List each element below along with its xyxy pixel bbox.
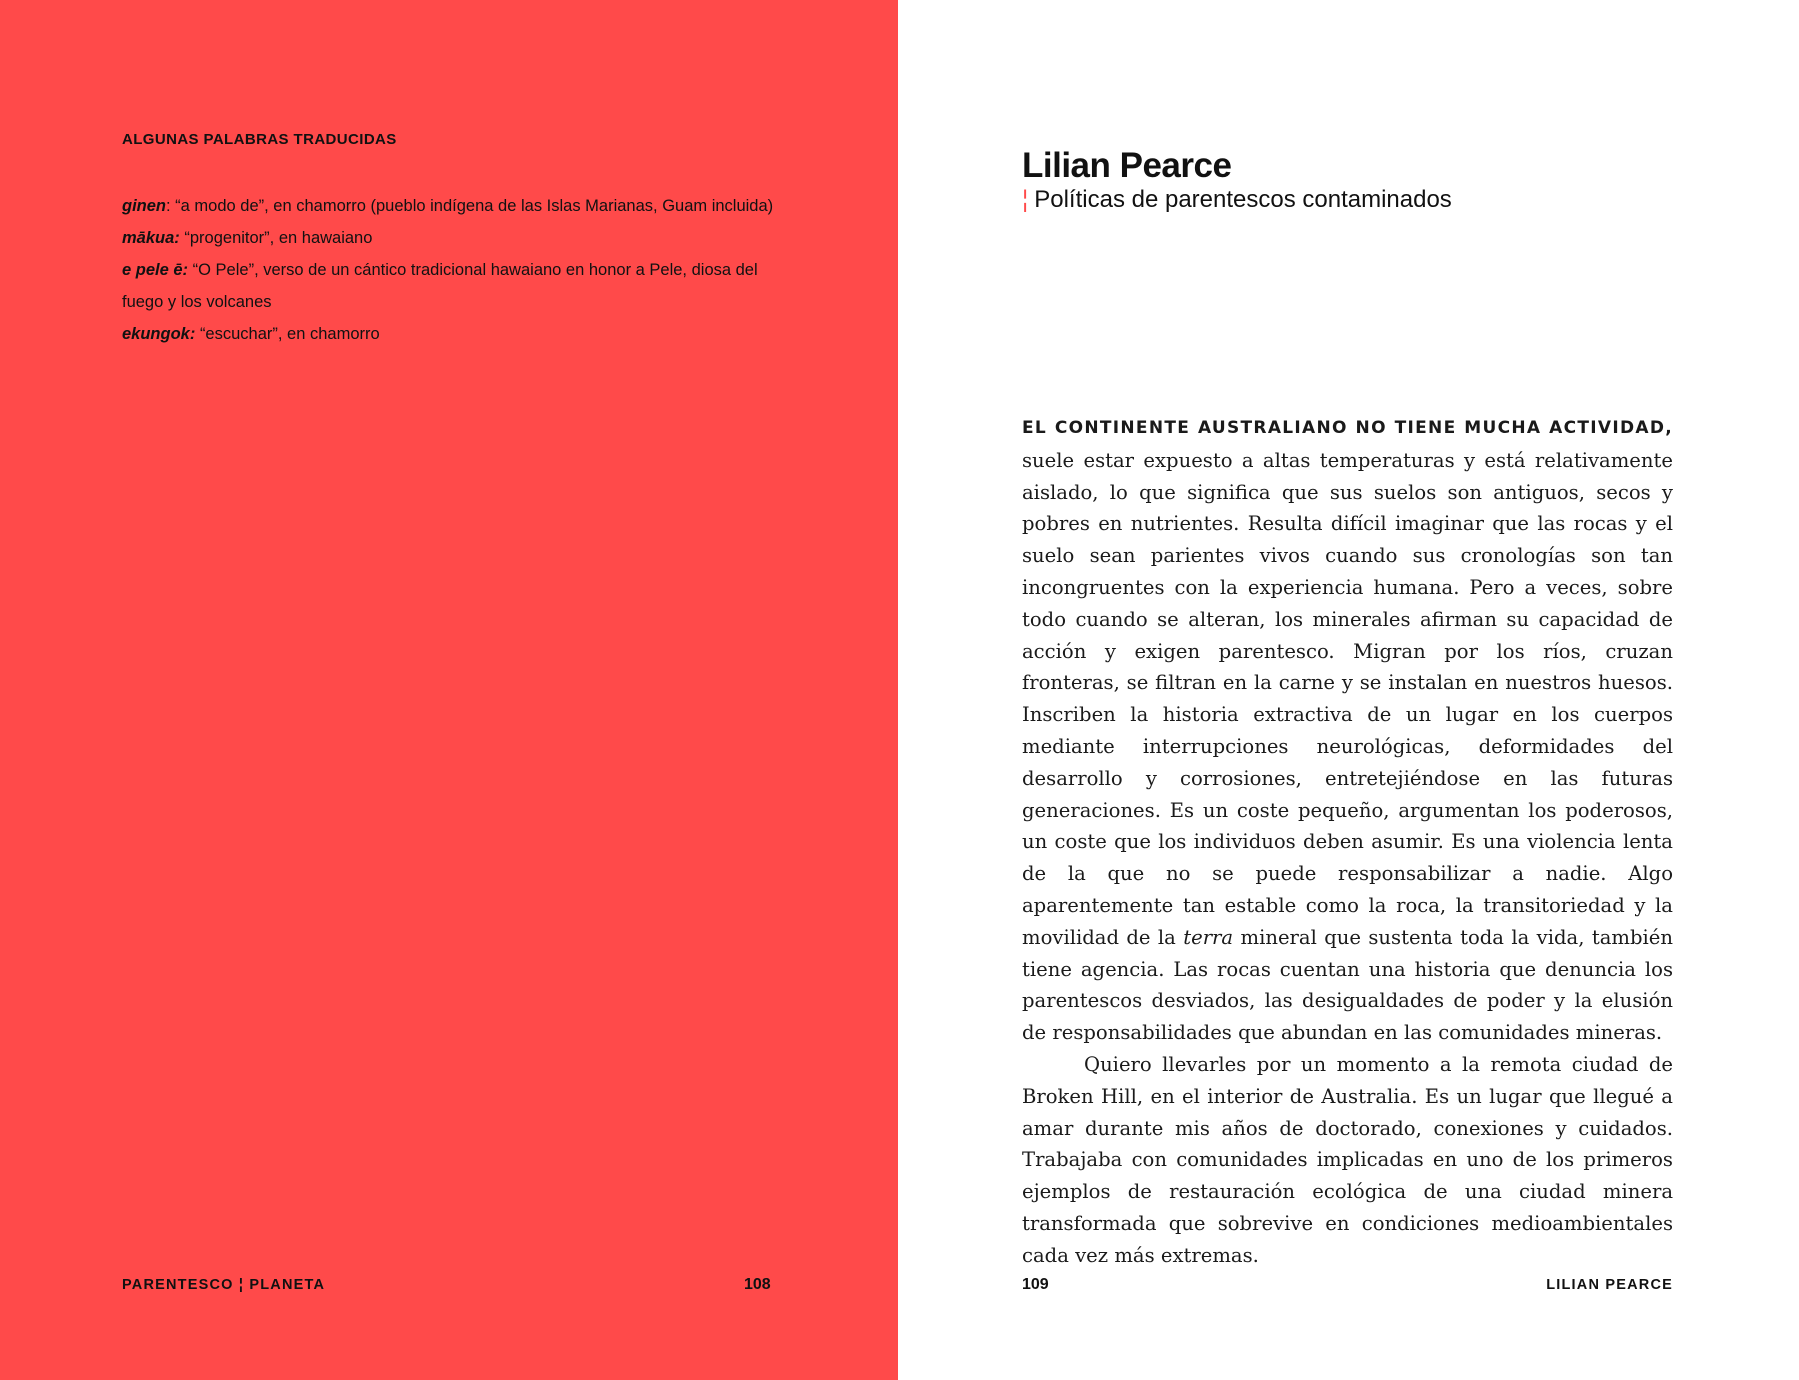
- paragraph: Quiero llevarles por un momento a la remota ciudad de Broken Hill, en el interior de Australia. Es un lugar que llegué a amar durante mis años de doctorado, conexiones y cuidados. Trabajaba con comunidades implicadas en uno de los primeros ejemplos de restauración ecológica de una ciudad minera transformada que sobrevive en condiciones medioambientales cada vez más extremas.: [1022, 1052, 1673, 1267]
- section-heading: ALGUNAS PALABRAS TRADUCIDAS: [122, 131, 397, 148]
- glossary-definition: “escuchar”, en chamorro: [199, 325, 380, 343]
- glossary-definition: “a modo de”, en chamorro (pueblo indígena de las Islas Marianas, Guam incluida): [175, 197, 774, 215]
- body-text: [1022, 411, 1673, 1272]
- italic-word: terra: [1183, 925, 1234, 949]
- glossary-definition: “O Pele”, verso de un cántico tradicional hawaiano en honor a Pele, diosa del fuego y los volcanes: [122, 261, 758, 311]
- author-name: Lilian Pearce: [1022, 146, 1232, 185]
- glossary-term: ekungok:: [122, 325, 196, 343]
- glossary-term: mākua:: [122, 229, 180, 247]
- lead-in: EL CONTINENTE AUSTRALIANO NO TIENE MUCHA ACTIVIDAD,: [1022, 418, 1673, 438]
- glossary-entry: [122, 318, 782, 350]
- right-page: [898, 0, 1799, 1380]
- paragraph-text: suele estar expuesto a altas temperaturas y está relativamente aislado, lo que significa que sus suelos son antiguos, secos y pobres en nutrientes. Resulta difícil imaginar que las rocas y el suelo sean parientes vivos cuando sus cronologías son tan incongruentes con la experiencia humana. Pero a veces, sobre todo cuando se alteran, los minerales afirman su capacidad de acción y exigen parentesco. Migran por los ríos, cruzan fronteras, se filtran en la carne y se instalan en nuestros huesos. Inscriben la historia extractiva de un lugar en los cuerpos mediante interrupciones neurológicas, deformidades del desarrollo y corrosiones, entretejiéndose en las futuras generaciones. Es un coste pequeño, argumentan los poderosos, un coste que los individuos deben asumir. Es una violencia lenta de la que no se puede responsabilizar a nadie. Algo aparentemente tan estable como la roca, la transitoriedad y la movilidad de la: [1022, 448, 1673, 949]
- paragraph-text: mineral que sustenta toda la vida, también tiene agencia. Las rocas cuentan una historia que denuncia los parentescos desviados, las desigualdades de poder y la elusión de responsabilidades que abundan en las comunidades mineras.: [1022, 925, 1673, 1045]
- glossary-term: e pele ē:: [122, 261, 189, 279]
- glossary-list: [122, 190, 782, 350]
- glossary-term: ginen: [122, 197, 166, 215]
- running-title: PARENTESCO ¦ PLANETA: [122, 1277, 326, 1293]
- glossary-entry: [122, 190, 782, 222]
- glossary-separator: :: [166, 197, 176, 215]
- left-page: [0, 0, 898, 1380]
- running-author: LILIAN PEARCE: [1546, 1277, 1673, 1293]
- chapter-subtitle: [1022, 186, 1452, 214]
- glossary-definition: “progenitor”, en hawaiano: [184, 229, 373, 247]
- page-number: 108: [744, 1276, 771, 1293]
- glossary-entry: [122, 254, 782, 318]
- subtitle-mark: ¦: [1022, 186, 1029, 213]
- paragraph: [1022, 411, 1673, 1049]
- page-number: 109: [1022, 1276, 1049, 1293]
- subtitle-text: Políticas de parentescos contaminados: [1034, 186, 1452, 213]
- glossary-entry: [122, 222, 782, 254]
